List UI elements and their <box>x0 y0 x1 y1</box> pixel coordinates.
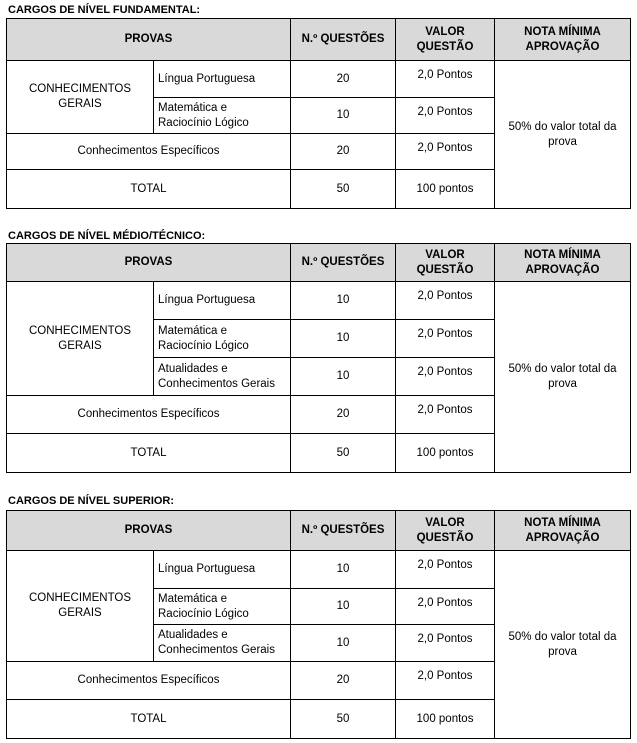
especificos-valor: 2,0 Pontos <box>396 662 495 700</box>
subject-valor: 2,0 Pontos <box>396 358 495 396</box>
table-header-row <box>7 511 631 551</box>
header-provas: PROVAS <box>7 19 291 61</box>
total-label: TOTAL <box>7 434 291 473</box>
header-valor: VALOR QUESTÃO <box>396 244 495 282</box>
subject-name: Matemática e Raciocínio Lógico <box>154 320 291 358</box>
group-label: CONHECIMENTOS GERAIS <box>7 61 154 134</box>
nota-minima: 50% do valor total da prova <box>495 61 631 209</box>
exam-table-medio <box>6 243 631 473</box>
header-provas: PROVAS <box>7 244 291 282</box>
subject-name: Atualidades e Conhecimentos Gerais <box>154 358 291 396</box>
header-nota: NOTA MÍNIMA APROVAÇÃO <box>495 244 631 282</box>
subject-valor: 2,0 Pontos <box>396 551 495 589</box>
especificos-name: Conhecimentos Específicos <box>7 396 291 434</box>
subject-valor: 2,0 Pontos <box>396 282 495 320</box>
subject-valor: 2,0 Pontos <box>396 61 495 98</box>
total-valor: 100 pontos <box>396 700 495 739</box>
total-valor: 100 pontos <box>396 434 495 473</box>
header-nota: NOTA MÍNIMA APROVAÇÃO <box>495 511 631 551</box>
subject-questoes: 10 <box>291 551 396 589</box>
table-header-row <box>7 19 631 61</box>
header-questoes: N.º QUESTÕES <box>291 511 396 551</box>
subject-questoes: 10 <box>291 98 396 134</box>
total-questoes: 50 <box>291 170 396 209</box>
subject-questoes: 10 <box>291 589 396 625</box>
especificos-name: Conhecimentos Específicos <box>7 134 291 170</box>
especificos-valor: 2,0 Pontos <box>396 134 495 170</box>
subject-name: Língua Portuguesa <box>154 61 291 98</box>
especificos-questoes: 20 <box>291 662 396 700</box>
nota-minima: 50% do valor total da prova <box>495 282 631 473</box>
exam-table-superior <box>6 510 631 739</box>
section-title-medio: CARGOS DE NÍVEL MÉDIO/TÉCNICO: <box>8 230 206 242</box>
exam-table-fundamental <box>6 18 631 209</box>
total-questoes: 50 <box>291 434 396 473</box>
section-title-fundamental: CARGOS DE NÍVEL FUNDAMENTAL: <box>8 4 201 16</box>
subject-valor: 2,0 Pontos <box>396 98 495 134</box>
group-label: CONHECIMENTOS GERAIS <box>7 551 154 662</box>
total-questoes: 50 <box>291 700 396 739</box>
subject-questoes: 10 <box>291 320 396 358</box>
subject-name: Matemática e Raciocínio Lógico <box>154 589 291 625</box>
header-valor: VALOR QUESTÃO <box>396 19 495 61</box>
group-label: CONHECIMENTOS GERAIS <box>7 282 154 396</box>
table-header-row <box>7 244 631 282</box>
especificos-questoes: 20 <box>291 134 396 170</box>
subject-name: Atualidades e Conhecimentos Gerais <box>154 625 291 662</box>
header-valor: VALOR QUESTÃO <box>396 511 495 551</box>
subject-name: Língua Portuguesa <box>154 551 291 589</box>
header-provas: PROVAS <box>7 511 291 551</box>
subject-valor: 2,0 Pontos <box>396 625 495 662</box>
subject-name: Língua Portuguesa <box>154 282 291 320</box>
subject-questoes: 10 <box>291 625 396 662</box>
table-row <box>7 551 631 589</box>
nota-minima: 50% do valor total da prova <box>495 551 631 739</box>
especificos-name: Conhecimentos Específicos <box>7 662 291 700</box>
header-nota: NOTA MÍNIMA APROVAÇÃO <box>495 19 631 61</box>
subject-valor: 2,0 Pontos <box>396 320 495 358</box>
total-valor: 100 pontos <box>396 170 495 209</box>
table-row <box>7 282 631 320</box>
subject-questoes: 10 <box>291 282 396 320</box>
subject-valor: 2,0 Pontos <box>396 589 495 625</box>
total-label: TOTAL <box>7 700 291 739</box>
section-title-superior: CARGOS DE NÍVEL SUPERIOR: <box>8 495 175 507</box>
especificos-questoes: 20 <box>291 396 396 434</box>
table-row <box>7 61 631 98</box>
especificos-valor: 2,0 Pontos <box>396 396 495 434</box>
subject-questoes: 10 <box>291 358 396 396</box>
subject-name: Matemática e Raciocínio Lógico <box>154 98 291 134</box>
header-questoes: N.º QUESTÕES <box>291 244 396 282</box>
total-label: TOTAL <box>7 170 291 209</box>
header-questoes: N.º QUESTÕES <box>291 19 396 61</box>
subject-questoes: 20 <box>291 61 396 98</box>
